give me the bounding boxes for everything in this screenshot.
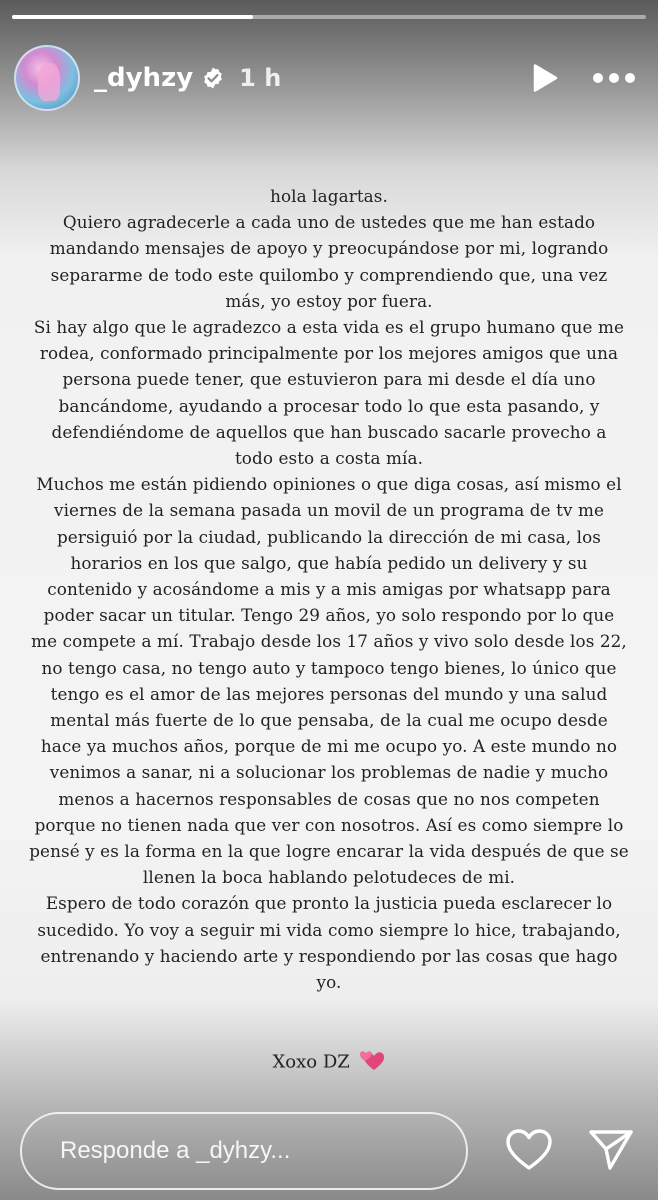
more-options-icon[interactable] (592, 72, 636, 84)
username[interactable]: _dyhzy (94, 63, 194, 93)
reply-input[interactable] (58, 1136, 466, 1166)
reply-box[interactable] (20, 1112, 468, 1190)
heart-icon[interactable] (505, 1128, 553, 1172)
two-hearts-emoji-icon (358, 1048, 386, 1077)
signoff (0, 1048, 658, 1077)
story-header (14, 42, 644, 114)
story-text: hola lagartas. Quiero agradecerle a cada uno de ustedes que me han estado mandando mensajes de apoyo y preocupándose por mi, logrando separarme de todo este quilombo y comprendiendo que, una vez más, yo estoy por fuera. Si hay algo que le agradezco a esta vida es el grupo humano que me rodea, conformado principalmente por los mejores amigos que una persona puede tener, que estuvieron para mi desde el día uno bancándome, ayudando a procesar todo lo que esta pasando, y defendiéndome de aquellos que han buscado sacarle provecho a todo esto a costa mía. Muchos me están pidiendo opiniones o que diga cosas, así mismo el viernes de la semana pasada un movil de un programa de tv me persiguió por la ciudad, publicando la dirección de mi casa, los horarios en los que salgo, que había pedido un delivery y su contenido y acosándome a mis y a mis amigas por whatsapp para poder sacar un titular. Tengo 29 años, yo solo respondo por lo que me compete a mí. Trabajo desde los 17 años y vivo solo desde los 22, no tengo casa, no tengo auto y tampoco tengo bienes, lo único que tengo es el amor de las mejores personas del mundo y una salud mental más fuerte de lo que pensaba, de la cual me ocupo desde hace ya muchos años, porque de mi me ocupo yo. A este mundo no venimos a sanar, ni a solucionar los problemas de nadie y mucho menos a hacernos responsables de cosas que no nos competen porque no tienen nada que ver con nosotros. Así es como siempre lo pensé y es la forma en la que logre encarar la vida después de que se llenen la boca hablando pelotudeces de mi. Espero de todo corazón que pronto la justicia pueda esclarecer lo sucedido. Yo voy a seguir mi vida como siempre lo hice, trabajando, entrenando y haciendo arte y respondiendo por las cosas que hago yo. (29, 186, 629, 993)
play-icon[interactable] (532, 63, 558, 93)
avatar[interactable] (14, 45, 80, 111)
post-time: 1 h (239, 64, 282, 92)
story-progress-fill (12, 15, 253, 19)
send-icon[interactable] (588, 1128, 634, 1172)
signoff-text: Xoxo DZ (272, 1051, 350, 1073)
story-progress-bar (12, 15, 646, 19)
verified-badge-icon (201, 66, 225, 90)
